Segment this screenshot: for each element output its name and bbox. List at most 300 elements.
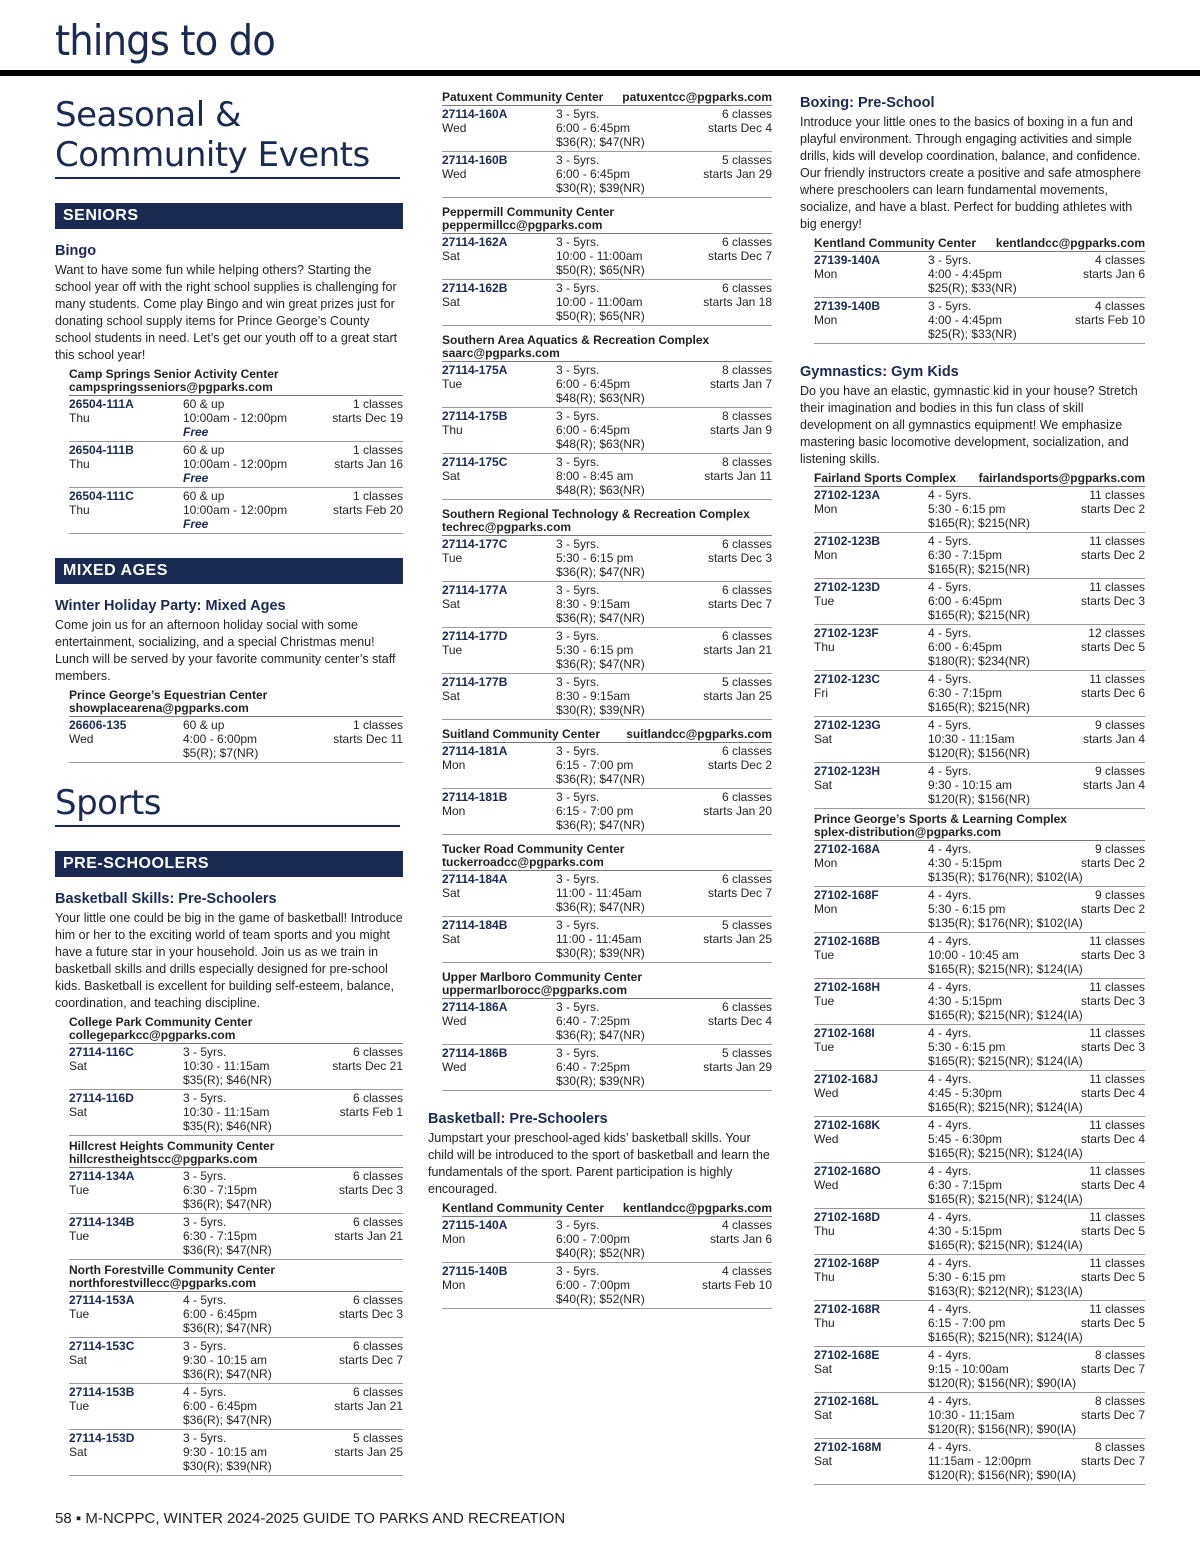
class-row-line bbox=[442, 703, 772, 717]
spacer bbox=[814, 1100, 928, 1114]
class-time: 6:40 - 7:25pm bbox=[556, 1014, 631, 1028]
class-day: Mon bbox=[442, 758, 466, 772]
class-code: 27102-123D bbox=[814, 580, 881, 594]
class-start: starts Dec 3 bbox=[1080, 594, 1145, 608]
class-day: Tue bbox=[442, 377, 463, 391]
class-time: 6:00 - 7:00pm bbox=[556, 1232, 631, 1246]
class-row-line bbox=[69, 1197, 403, 1211]
class-code: 27114-181A bbox=[442, 744, 508, 758]
venue-header bbox=[814, 472, 1145, 487]
venue-name: Upper Marlboro Community Center bbox=[442, 970, 643, 984]
class-day: Tue bbox=[814, 594, 835, 608]
class-age: 3 - 5yrs. bbox=[183, 1045, 227, 1059]
venue-header bbox=[69, 1140, 403, 1168]
class-start: starts Dec 4 bbox=[1080, 1178, 1145, 1192]
class-count: 9 classes bbox=[1094, 718, 1145, 732]
class-time: 4:45 - 5:30pm bbox=[928, 1086, 1003, 1100]
class-day: Wed bbox=[442, 167, 467, 181]
class-age: 3 - 5yrs. bbox=[556, 675, 600, 689]
class-row bbox=[69, 442, 403, 488]
class-price: $5(R); $7(NR) bbox=[183, 746, 259, 760]
class-code: 27114-162B bbox=[442, 281, 508, 295]
class-start: starts Dec 2 bbox=[1080, 856, 1145, 870]
class-list bbox=[442, 536, 772, 720]
class-day: Wed bbox=[814, 1178, 839, 1192]
class-list bbox=[69, 1168, 403, 1260]
class-code: 27114-186B bbox=[442, 1046, 508, 1060]
class-row-line bbox=[814, 1072, 1145, 1086]
class-time: 10:30 - 11:15am bbox=[183, 1105, 270, 1119]
class-price: $48(R); $63(NR) bbox=[556, 391, 645, 405]
class-time: 4:00 - 6:00pm bbox=[183, 732, 258, 746]
class-price: $163(R); $212(NR); $123(IA) bbox=[928, 1284, 1083, 1298]
class-row-line bbox=[442, 391, 772, 405]
class-row bbox=[814, 625, 1145, 671]
class-age: 4 - 4yrs. bbox=[928, 1348, 972, 1362]
class-row bbox=[442, 536, 772, 582]
class-price: $30(R); $39(NR) bbox=[556, 181, 645, 195]
class-row bbox=[442, 917, 772, 963]
class-start: starts Jan 4 bbox=[1082, 732, 1145, 746]
class-time: 5:30 - 6:15 pm bbox=[556, 643, 634, 657]
class-row-line bbox=[814, 562, 1145, 576]
venue-header bbox=[442, 1202, 772, 1217]
spacer bbox=[442, 181, 556, 195]
class-time: 8:30 - 9:15am bbox=[556, 597, 631, 611]
class-start: starts Jan 25 bbox=[334, 1445, 403, 1459]
class-row-line bbox=[814, 792, 1145, 806]
class-row-line bbox=[442, 583, 772, 597]
class-count: 5 classes bbox=[721, 918, 772, 932]
class-row-line bbox=[814, 626, 1145, 640]
class-row bbox=[442, 871, 772, 917]
class-code: 27114-177B bbox=[442, 675, 508, 689]
venue-name: College Park Community Center bbox=[69, 1015, 253, 1029]
class-count: 6 classes bbox=[352, 1045, 403, 1059]
class-row bbox=[442, 152, 772, 198]
class-row bbox=[69, 1168, 403, 1214]
class-row-line bbox=[814, 856, 1145, 870]
class-row-line bbox=[814, 1454, 1145, 1468]
spacer bbox=[69, 1073, 183, 1087]
venue-header bbox=[442, 91, 772, 106]
class-price: $36(R); $47(NR) bbox=[556, 135, 645, 149]
class-price: $36(R); $47(NR) bbox=[556, 657, 645, 671]
class-day: Sat bbox=[814, 1454, 833, 1468]
class-day: Thu bbox=[814, 1224, 835, 1238]
class-start: starts Dec 21 bbox=[332, 1059, 403, 1073]
class-row-line bbox=[442, 263, 772, 277]
class-count: 1 classes bbox=[352, 443, 403, 457]
venue-header bbox=[442, 971, 772, 999]
class-start: starts Dec 2 bbox=[1080, 502, 1145, 516]
class-count: 5 classes bbox=[721, 153, 772, 167]
spacer bbox=[442, 437, 556, 451]
venue-email: northforestvillecc@pgparks.com bbox=[69, 1276, 257, 1290]
spacer bbox=[442, 900, 556, 914]
class-day: Sat bbox=[442, 932, 461, 946]
class-count: 6 classes bbox=[721, 790, 772, 804]
class-row-line bbox=[69, 718, 403, 732]
class-row-line bbox=[814, 1256, 1145, 1270]
venue-email: kentlandcc@pgparks.com bbox=[995, 236, 1145, 250]
class-start: starts Jan 29 bbox=[703, 1060, 772, 1074]
class-row-line bbox=[814, 1040, 1145, 1054]
class-time: 6:15 - 7:00 pm bbox=[928, 1316, 1006, 1330]
venue-email: techrec@pgparks.com bbox=[442, 520, 572, 534]
venue-block bbox=[428, 91, 772, 198]
spacer bbox=[814, 516, 928, 530]
class-price: $36(R); $47(NR) bbox=[183, 1243, 272, 1257]
band-seniors: SENIORS bbox=[55, 203, 403, 229]
class-row bbox=[69, 396, 403, 442]
program-basketball-skills bbox=[55, 891, 403, 1476]
class-price: $165(R); $215(NR) bbox=[928, 562, 1031, 576]
venue-email: hillcrestheightscc@pgparks.com bbox=[69, 1152, 258, 1166]
class-age: 3 - 5yrs. bbox=[556, 790, 600, 804]
class-time: 10:00am - 12:00pm bbox=[183, 503, 288, 517]
class-row-line bbox=[442, 363, 772, 377]
class-price: $25(R); $33(NR) bbox=[928, 327, 1017, 341]
class-age: 4 - 4yrs. bbox=[928, 1026, 972, 1040]
class-price: $36(R); $47(NR) bbox=[183, 1197, 272, 1211]
class-row-line bbox=[69, 1045, 403, 1059]
class-row bbox=[814, 487, 1145, 533]
class-code: 27102-123F bbox=[814, 626, 879, 640]
class-time: 4:30 - 5:15pm bbox=[928, 856, 1003, 870]
class-day: Wed bbox=[814, 1086, 839, 1100]
class-age: 3 - 5yrs. bbox=[556, 1264, 600, 1278]
class-row-line bbox=[814, 916, 1145, 930]
class-start: starts Jan 11 bbox=[704, 469, 772, 483]
venue-name: Camp Springs Senior Activity Center bbox=[69, 367, 279, 381]
class-price: $120(R); $156(NR) bbox=[928, 792, 1031, 806]
class-day: Wed bbox=[442, 1060, 467, 1074]
spacer bbox=[814, 746, 928, 760]
venue-email: showplacearena@pgparks.com bbox=[69, 701, 249, 715]
class-row-line bbox=[814, 1118, 1145, 1132]
spacer bbox=[814, 1330, 928, 1344]
class-age: 3 - 5yrs. bbox=[928, 253, 972, 267]
class-count: 1 classes bbox=[352, 489, 403, 503]
class-start: starts Jan 4 bbox=[1082, 778, 1145, 792]
class-row-line bbox=[442, 675, 772, 689]
class-row-line bbox=[814, 1164, 1145, 1178]
class-row-line bbox=[814, 488, 1145, 502]
class-code: 27102-123B bbox=[814, 534, 881, 548]
class-age: 60 & up bbox=[183, 443, 225, 457]
class-row-line bbox=[814, 1422, 1145, 1436]
class-start: starts Dec 2 bbox=[1080, 548, 1145, 562]
class-row-line bbox=[442, 1218, 772, 1232]
venue-header bbox=[69, 1016, 403, 1044]
class-start: starts Dec 4 bbox=[707, 121, 772, 135]
venue-name: North Forestville Community Center bbox=[69, 1263, 276, 1277]
spacer bbox=[814, 562, 928, 576]
class-start: starts Jan 16 bbox=[334, 457, 403, 471]
class-code: 27102-168B bbox=[814, 934, 881, 948]
class-list bbox=[69, 396, 403, 534]
class-row bbox=[814, 933, 1145, 979]
class-list bbox=[69, 1292, 403, 1476]
class-start: starts Dec 4 bbox=[1080, 1132, 1145, 1146]
class-count: 11 classes bbox=[1089, 1118, 1145, 1132]
class-day: Fri bbox=[814, 686, 828, 700]
class-start: starts Jan 20 bbox=[703, 804, 772, 818]
class-time: 6:30 - 7:15pm bbox=[928, 686, 1003, 700]
class-row-line bbox=[69, 1059, 403, 1073]
class-price: $30(R); $39(NR) bbox=[556, 703, 645, 717]
class-day: Mon bbox=[814, 856, 838, 870]
class-count: 6 classes bbox=[352, 1169, 403, 1183]
column-1 bbox=[55, 95, 403, 1476]
class-count: 11 classes bbox=[1089, 1164, 1145, 1178]
class-row-line bbox=[814, 764, 1145, 778]
class-count: 11 classes bbox=[1089, 980, 1145, 994]
class-start: starts Dec 3 bbox=[707, 551, 772, 565]
class-row-line bbox=[814, 870, 1145, 884]
class-age: 3 - 5yrs. bbox=[556, 1046, 600, 1060]
venue-header bbox=[69, 368, 403, 396]
class-time: 5:30 - 6:15 pm bbox=[928, 902, 1006, 916]
column-2 bbox=[428, 90, 772, 1309]
class-row-line bbox=[814, 1100, 1145, 1114]
class-count: 11 classes bbox=[1089, 1210, 1145, 1224]
class-row-line bbox=[814, 1468, 1145, 1482]
class-time: 5:45 - 6:30pm bbox=[928, 1132, 1003, 1146]
class-day: Tue bbox=[69, 1399, 90, 1413]
class-day: Mon bbox=[442, 1278, 466, 1292]
class-row-line bbox=[814, 1224, 1145, 1238]
class-age: 3 - 5yrs. bbox=[556, 1000, 600, 1014]
class-row-line bbox=[442, 537, 772, 551]
class-row-line bbox=[442, 469, 772, 483]
class-row-line bbox=[442, 1014, 772, 1028]
class-row-line bbox=[814, 994, 1145, 1008]
class-day: Mon bbox=[814, 902, 838, 916]
venue-header bbox=[442, 508, 772, 536]
class-code: 27114-177D bbox=[442, 629, 508, 643]
class-count: 8 classes bbox=[721, 409, 772, 423]
class-age: 4 - 4yrs. bbox=[928, 842, 972, 856]
class-time: 6:30 - 7:15pm bbox=[928, 1178, 1003, 1192]
class-day: Mon bbox=[442, 1232, 466, 1246]
class-row-line bbox=[442, 818, 772, 832]
class-row-line bbox=[442, 121, 772, 135]
class-age: 3 - 5yrs. bbox=[556, 1218, 600, 1232]
class-start: starts Dec 2 bbox=[707, 758, 772, 772]
class-start: starts Dec 11 bbox=[333, 732, 403, 746]
venue-header bbox=[814, 813, 1145, 841]
class-day: Wed bbox=[69, 732, 94, 746]
class-price: $165(R); $215(NR); $124(IA) bbox=[928, 1192, 1083, 1206]
class-day: Wed bbox=[442, 121, 467, 135]
class-row-line bbox=[814, 1330, 1145, 1344]
class-time: 9:30 - 10:15 am bbox=[183, 1445, 268, 1459]
class-day: Thu bbox=[814, 1316, 835, 1330]
class-price: $35(R); $46(NR) bbox=[183, 1073, 272, 1087]
class-list bbox=[442, 871, 772, 963]
class-row-line bbox=[69, 517, 403, 531]
class-row-line bbox=[442, 1278, 772, 1292]
class-row bbox=[69, 717, 403, 763]
venue-block bbox=[428, 971, 772, 1091]
class-start: starts Jan 18 bbox=[703, 295, 772, 309]
class-age: 3 - 5yrs. bbox=[183, 1431, 227, 1445]
spacer bbox=[814, 1008, 928, 1022]
class-row bbox=[442, 582, 772, 628]
class-row-line bbox=[814, 934, 1145, 948]
spacer bbox=[814, 1284, 928, 1298]
class-count: 4 classes bbox=[1094, 253, 1145, 267]
class-row-line bbox=[442, 409, 772, 423]
class-start: starts Dec 7 bbox=[1080, 1408, 1145, 1422]
spacer bbox=[442, 391, 556, 405]
class-row-line bbox=[69, 1073, 403, 1087]
class-row-line bbox=[814, 1348, 1145, 1362]
class-code: 27102-168H bbox=[814, 980, 881, 994]
class-row-line bbox=[442, 483, 772, 497]
class-row-line bbox=[814, 746, 1145, 760]
class-row-line bbox=[814, 502, 1145, 516]
venue-block bbox=[428, 334, 772, 500]
class-age: 3 - 5yrs. bbox=[556, 918, 600, 932]
spacer bbox=[814, 608, 928, 622]
class-list bbox=[442, 1217, 772, 1309]
spacer bbox=[69, 1119, 183, 1133]
class-row-line bbox=[814, 1054, 1145, 1068]
class-row-line bbox=[814, 548, 1145, 562]
class-code: 27102-168M bbox=[814, 1440, 882, 1454]
class-day: Thu bbox=[442, 423, 463, 437]
class-start: starts Jan 6 bbox=[1082, 267, 1145, 281]
class-row-line bbox=[814, 1302, 1145, 1316]
class-time: 4:30 - 5:15pm bbox=[928, 1224, 1003, 1238]
class-time: 5:30 - 6:15 pm bbox=[928, 1040, 1006, 1054]
class-price: $165(R); $215(NR); $124(IA) bbox=[928, 1054, 1083, 1068]
venue-header bbox=[69, 689, 403, 717]
class-age: 3 - 5yrs. bbox=[556, 537, 600, 551]
venue-email: fairlandsports@pgparks.com bbox=[978, 471, 1145, 485]
class-day: Sat bbox=[69, 1353, 88, 1367]
class-row bbox=[814, 1347, 1145, 1393]
spacer bbox=[814, 870, 928, 884]
page-header-title: things to do bbox=[55, 16, 276, 65]
class-row-line bbox=[814, 732, 1145, 746]
class-row bbox=[442, 628, 772, 674]
class-day: Mon bbox=[442, 804, 466, 818]
class-row bbox=[814, 717, 1145, 763]
class-count: 9 classes bbox=[1094, 842, 1145, 856]
class-time: 6:00 - 6:45pm bbox=[556, 121, 631, 135]
venue-name: Prince George’s Sports & Learning Complex bbox=[814, 812, 1067, 826]
class-code: 26504-111B bbox=[69, 443, 134, 457]
class-price: $120(R); $156(NR); $90(IA) bbox=[928, 1376, 1077, 1390]
class-row-line bbox=[69, 411, 403, 425]
program-title: Basketball: Pre-Schoolers bbox=[428, 1111, 608, 1127]
class-price: $48(R); $63(NR) bbox=[556, 437, 645, 451]
class-row-line bbox=[814, 888, 1145, 902]
class-age: 4 - 5yrs. bbox=[183, 1385, 227, 1399]
class-time: 8:00 - 8:45 am bbox=[556, 469, 634, 483]
class-time: 4:30 - 5:15pm bbox=[928, 994, 1003, 1008]
class-price: $36(R); $47(NR) bbox=[556, 565, 645, 579]
venue-block bbox=[428, 206, 772, 326]
class-row bbox=[69, 1430, 403, 1476]
class-code: 27102-123C bbox=[814, 672, 881, 686]
class-row bbox=[442, 789, 772, 835]
class-row-line bbox=[442, 932, 772, 946]
spacer bbox=[814, 1054, 928, 1068]
venue-name: Fairland Sports Complex bbox=[814, 471, 957, 485]
class-row-line bbox=[814, 327, 1145, 341]
class-price: $120(R); $156(NR) bbox=[928, 746, 1031, 760]
class-row-line bbox=[814, 1178, 1145, 1192]
class-time: 4:00 - 4:45pm bbox=[928, 267, 1003, 281]
class-count: 6 classes bbox=[721, 235, 772, 249]
program-boxing bbox=[800, 95, 1145, 344]
class-row bbox=[442, 743, 772, 789]
class-day: Mon bbox=[814, 267, 838, 281]
class-row bbox=[814, 841, 1145, 887]
class-age: 3 - 5yrs. bbox=[183, 1339, 227, 1353]
class-row bbox=[69, 1214, 403, 1260]
class-row-line bbox=[69, 1399, 403, 1413]
class-row bbox=[442, 1045, 772, 1091]
class-list bbox=[442, 234, 772, 326]
class-row-line bbox=[814, 1026, 1145, 1040]
class-count: 11 classes bbox=[1089, 1302, 1145, 1316]
class-list bbox=[442, 743, 772, 835]
venue-header bbox=[442, 843, 772, 871]
class-code: 26606-135 bbox=[69, 718, 127, 732]
spacer bbox=[814, 1146, 928, 1160]
spacer bbox=[442, 611, 556, 625]
class-row-line bbox=[69, 1183, 403, 1197]
class-price: $25(R); $33(NR) bbox=[928, 281, 1017, 295]
class-code: 27102-168D bbox=[814, 1210, 881, 1224]
class-count: 11 classes bbox=[1089, 1026, 1145, 1040]
class-count: 6 classes bbox=[352, 1385, 403, 1399]
class-price: $50(R); $65(NR) bbox=[556, 263, 645, 277]
class-count: 5 classes bbox=[352, 1431, 403, 1445]
venue-email: splex-distribution@pgparks.com bbox=[814, 825, 1002, 839]
class-list bbox=[442, 362, 772, 500]
class-row-line bbox=[442, 1000, 772, 1014]
class-row-line bbox=[814, 672, 1145, 686]
class-day: Sat bbox=[442, 469, 461, 483]
class-code: 27102-168A bbox=[814, 842, 881, 856]
spacer bbox=[442, 657, 556, 671]
class-row bbox=[69, 1090, 403, 1136]
class-code: 27102-168L bbox=[814, 1394, 879, 1408]
class-count: 6 classes bbox=[721, 583, 772, 597]
spacer bbox=[69, 1459, 183, 1473]
spacer bbox=[814, 1468, 928, 1482]
class-time: 10:30 - 11:15am bbox=[928, 1408, 1015, 1422]
class-count: 11 classes bbox=[1089, 580, 1145, 594]
class-row-line bbox=[69, 1229, 403, 1243]
spacer bbox=[69, 1321, 183, 1335]
class-age: 4 - 5yrs. bbox=[928, 718, 972, 732]
class-row-line bbox=[814, 1086, 1145, 1100]
class-row bbox=[814, 671, 1145, 717]
venue-name: Tucker Road Community Center bbox=[442, 842, 625, 856]
class-day: Tue bbox=[814, 948, 835, 962]
class-row bbox=[814, 1439, 1145, 1485]
class-day: Sat bbox=[442, 689, 461, 703]
class-row bbox=[442, 280, 772, 326]
